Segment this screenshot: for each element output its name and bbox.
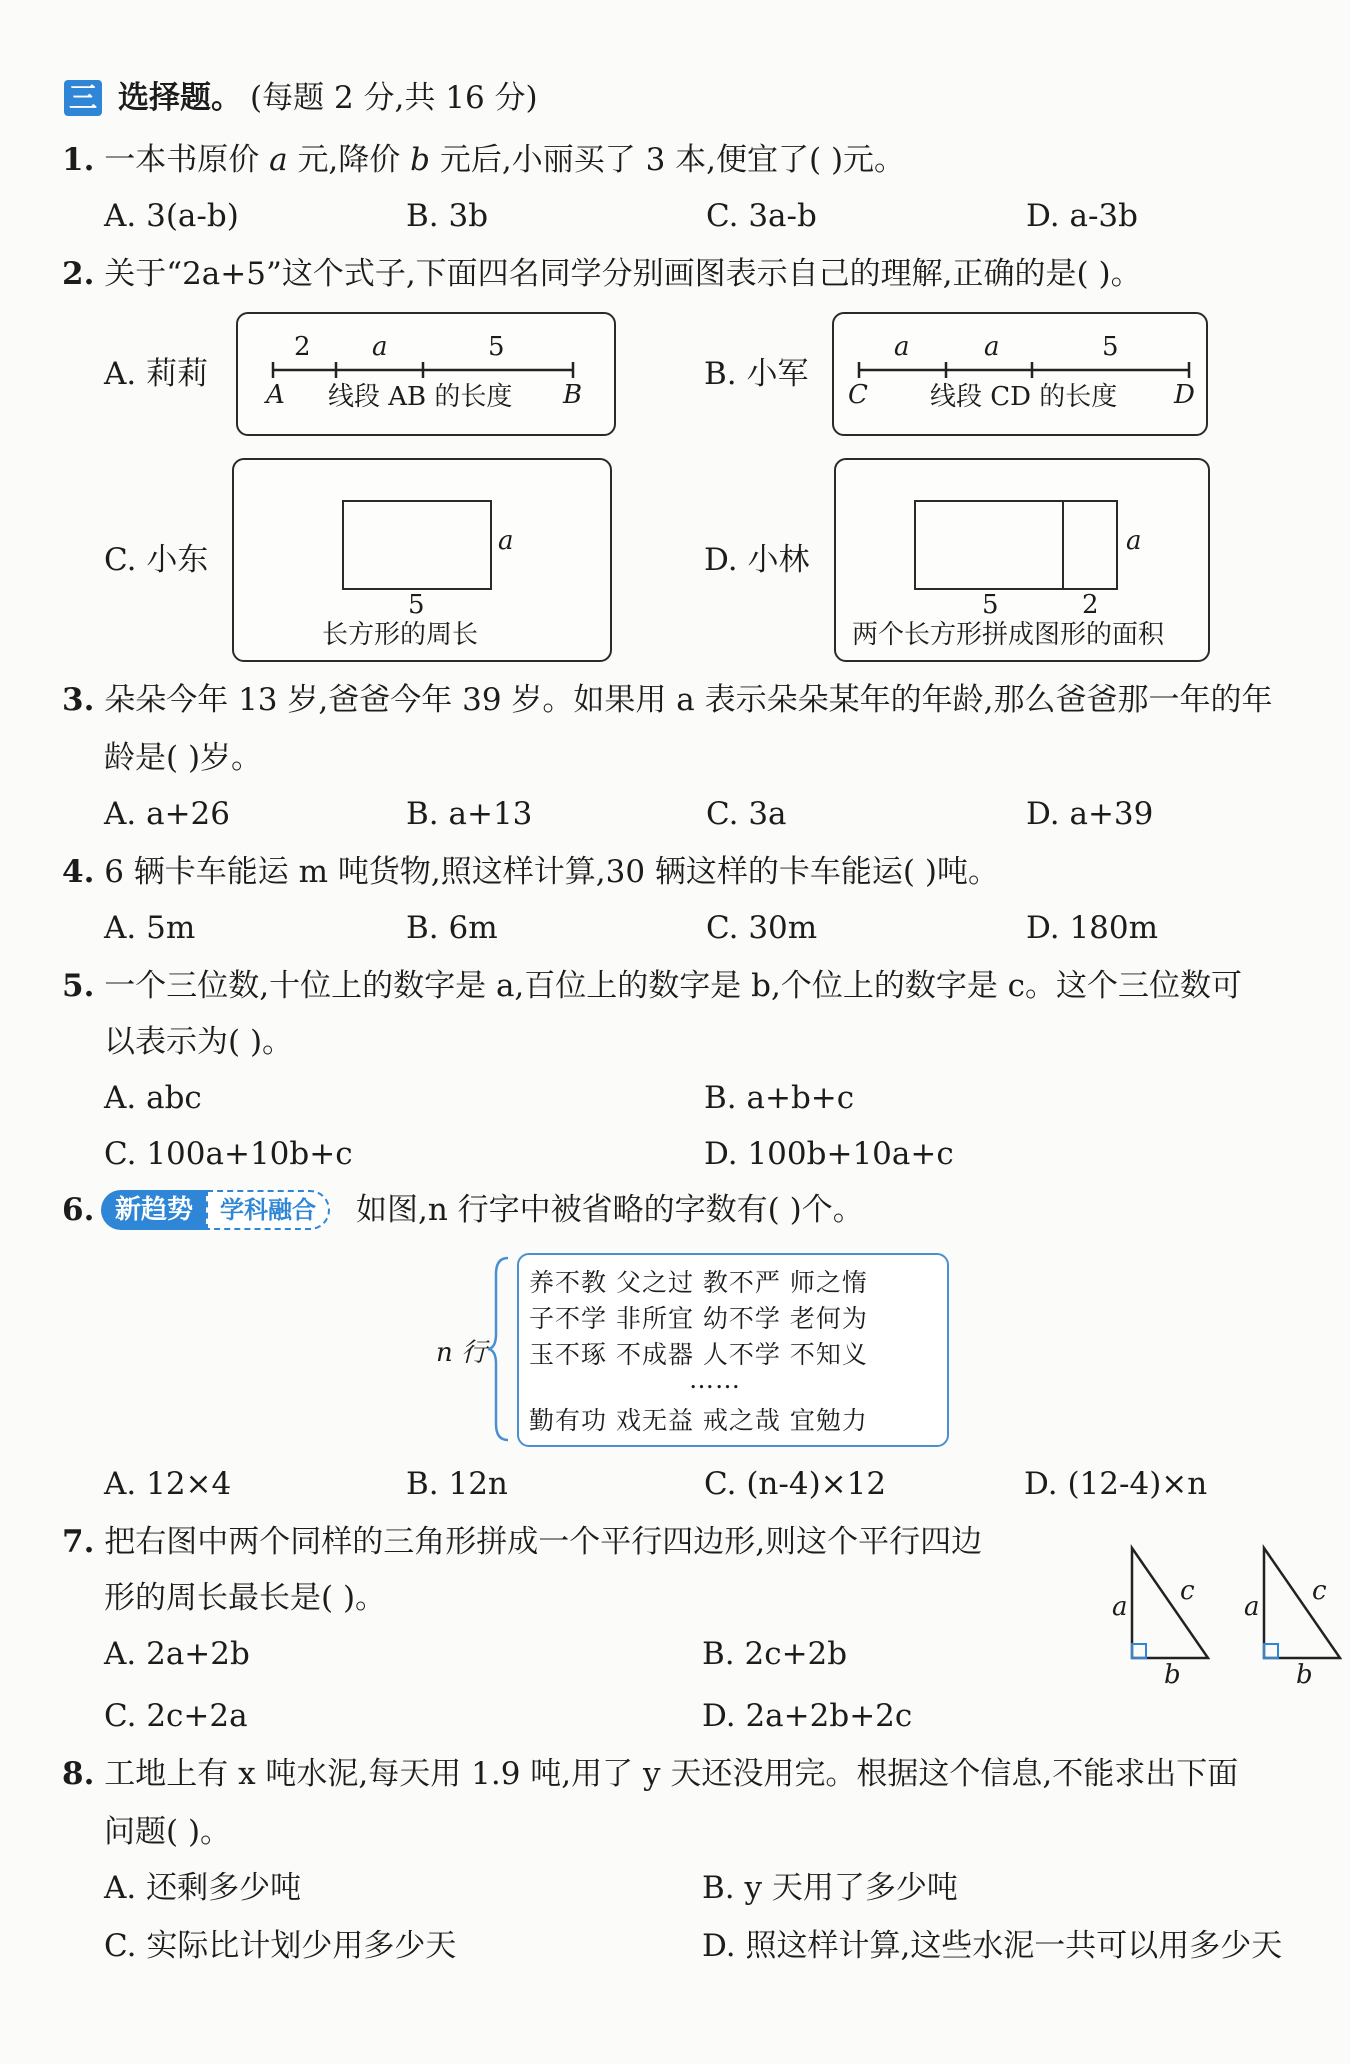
option-a[interactable]: A. abc <box>104 1080 202 1116</box>
question-number: 2. <box>62 256 95 292</box>
question-text: 形的周长最长是( )。 <box>104 1580 387 1616</box>
option-c[interactable]: C. 2c+2a <box>104 1698 248 1734</box>
point-label: D <box>1174 380 1195 410</box>
option-d[interactable]: D. a-3b <box>1026 198 1138 234</box>
side-label: 5 <box>408 590 425 620</box>
rows-label: n 行 <box>436 1338 488 1368</box>
option-d[interactable]: D. 180m <box>1026 910 1159 946</box>
diagram-caption: 两个长方形拼成图形的面积 <box>852 620 1165 650</box>
option-d[interactable]: D. 照这样计算,这些水泥一共可以用多少天 <box>702 1928 1283 1964</box>
question-number: 5. <box>62 968 95 1004</box>
option-d[interactable]: D. (12-4)×n <box>1024 1466 1208 1502</box>
point-label: C <box>848 380 868 410</box>
question-text: 问题( )。 <box>104 1814 232 1850</box>
option-d[interactable]: D. 100b+10a+c <box>704 1136 954 1172</box>
side-label: c <box>1312 1576 1327 1606</box>
poem-line: 子不学 非所宜 幼不学 老何为 <box>529 1304 868 1333</box>
variable: a <box>269 142 288 178</box>
segment-label: 5 <box>1102 332 1119 362</box>
question-number: 4. <box>62 854 95 890</box>
segment-label: a <box>372 332 388 362</box>
variable: b <box>410 142 431 178</box>
question-text: 朵朵今年 13 岁,爸爸今年 39 岁。如果用 a 表示朵朵某年的年龄,那么爸爸那一年的年 <box>104 682 1273 718</box>
question-number: 8. <box>62 1756 95 1792</box>
question-8 <box>62 1754 1238 1794</box>
side-label: b <box>1296 1660 1313 1690</box>
diagram-caption: 线段 CD 的长度 <box>930 382 1118 412</box>
question-4 <box>62 852 999 892</box>
option-a[interactable]: A. 3(a-b) <box>104 198 239 234</box>
rectangle-shape <box>914 500 1064 590</box>
side-label: a <box>1126 526 1142 556</box>
option-b[interactable]: B. 小军 <box>704 356 809 392</box>
segment-label: 2 <box>294 332 311 362</box>
option-c[interactable]: C. 3a-b <box>706 198 817 234</box>
question-5 <box>62 966 1242 1006</box>
question-text: 如图,n 行字中被省略的字数有( )个。 <box>356 1192 864 1228</box>
poem-line: 养不教 父之过 教不严 师之惰 <box>529 1268 868 1297</box>
diagram-c-box <box>232 458 612 662</box>
side-label: 5 <box>982 590 999 620</box>
option-a[interactable]: A. 2a+2b <box>104 1636 250 1672</box>
option-b[interactable]: B. 12n <box>406 1466 508 1502</box>
poem-line: 玉不琢 不成器 人不学 不知义 <box>529 1340 868 1369</box>
option-d[interactable]: D. 2a+2b+2c <box>702 1698 913 1734</box>
question-text: 工地上有 x 吨水泥,每天用 1.9 吨,用了 y 天还没用完。根据这个信息,不能求出下面 <box>104 1756 1239 1792</box>
trend-badge: 新趋势 <box>101 1190 207 1230</box>
option-b[interactable]: B. 2c+2b <box>702 1636 848 1672</box>
side-label: a <box>1244 1592 1260 1622</box>
option-a[interactable]: A. 莉莉 <box>104 356 209 392</box>
question-number: 6. <box>62 1192 95 1228</box>
option-c[interactable]: C. (n-4)×12 <box>704 1466 887 1502</box>
section-note: (每题 2 分,共 16 分) <box>250 80 538 116</box>
side-label: a <box>1112 1592 1128 1622</box>
option-c[interactable]: C. 3a <box>706 796 787 832</box>
question-text: 6 辆卡车能运 m 吨货物,照这样计算,30 辆这样的卡车能运( )吨。 <box>104 854 999 890</box>
segment-label: 5 <box>488 332 505 362</box>
option-b[interactable]: B. a+13 <box>406 796 533 832</box>
diagram-b-box <box>832 312 1208 436</box>
question-number: 7. <box>62 1524 95 1560</box>
poem-line: 勤有功 戏无益 戒之哉 宜勉力 <box>529 1406 868 1435</box>
point-label: A <box>266 380 285 410</box>
option-a[interactable]: A. 12×4 <box>104 1466 232 1502</box>
side-label: c <box>1180 1576 1195 1606</box>
section-number-icon: 三 <box>64 80 102 116</box>
question-1 <box>62 140 905 180</box>
question-text: 把右图中两个同样的三角形拼成一个平行四边形,则这个平行四边 <box>104 1524 983 1560</box>
poem-box <box>517 1253 949 1447</box>
question-7 <box>62 1522 982 1562</box>
option-d[interactable]: D. a+39 <box>1026 796 1154 832</box>
segment-label: a <box>894 332 910 362</box>
option-b[interactable]: B. 6m <box>406 910 498 946</box>
question-text: 一个三位数,十位上的数字是 a,百位上的数字是 b,个位上的数字是 c。这个三位数可 <box>104 968 1243 1004</box>
rectangle-shape <box>1060 500 1118 590</box>
option-b[interactable]: B. 3b <box>406 198 489 234</box>
question-text: 以表示为( )。 <box>104 1024 294 1060</box>
side-label: 2 <box>1082 590 1099 620</box>
question-text: 龄是( )岁。 <box>104 740 263 776</box>
side-label: a <box>498 526 514 556</box>
option-c[interactable]: C. 30m <box>706 910 818 946</box>
segment-label: a <box>984 332 1000 362</box>
option-b[interactable]: B. y 天用了多少吨 <box>702 1870 958 1906</box>
line-segment-diagram <box>834 314 1206 434</box>
subject-badge: 学科融合 <box>206 1190 330 1230</box>
question-text: 元,降价 <box>297 142 401 178</box>
option-c[interactable]: C. 实际比计划少用多少天 <box>104 1928 457 1964</box>
section-title: 选择题。 <box>118 80 242 116</box>
question-number: 1. <box>62 142 95 178</box>
option-c[interactable]: C. 100a+10b+c <box>104 1136 353 1172</box>
diagram-caption: 长方形的周长 <box>322 620 479 650</box>
option-c[interactable]: C. 小东 <box>104 542 209 578</box>
poem-ellipsis: …… <box>689 1365 741 1394</box>
question-3 <box>62 680 1272 720</box>
option-d[interactable]: D. 小林 <box>704 542 810 578</box>
point-label: B <box>563 380 583 410</box>
question-text: 元后,小丽买了 3 本,便宜了( )元。 <box>439 142 906 178</box>
option-a[interactable]: A. 5m <box>104 910 196 946</box>
question-number: 3. <box>62 682 95 718</box>
brace-icon <box>486 1254 514 1444</box>
option-a[interactable]: A. 还剩多少吨 <box>104 1870 302 1906</box>
diagram-d-box <box>834 458 1210 662</box>
option-b[interactable]: B. a+b+c <box>704 1080 855 1116</box>
option-a[interactable]: A. a+26 <box>104 796 230 832</box>
rectangle-shape <box>342 500 492 590</box>
question-2 <box>62 254 1142 294</box>
diagram-caption: 线段 AB 的长度 <box>328 382 513 412</box>
question-text: 一本书原价 <box>104 142 260 178</box>
diagram-a-box <box>236 312 616 436</box>
side-label: b <box>1164 1660 1181 1690</box>
question-text: 关于“2a+5”这个式子,下面四名同学分别画图表示自己的理解,正确的是( )。 <box>104 256 1142 292</box>
